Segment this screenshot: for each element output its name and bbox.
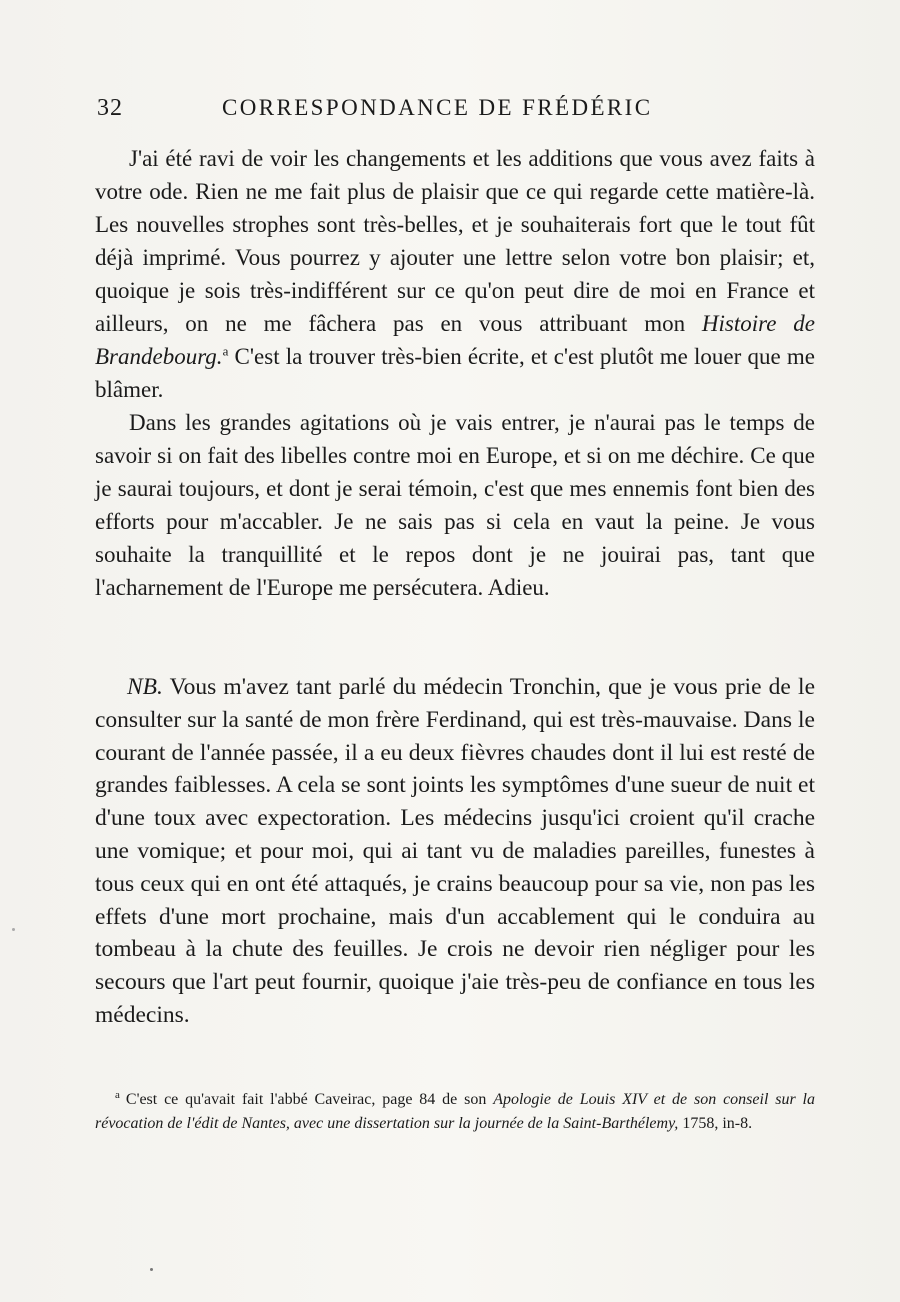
footnote-mark: a	[115, 1088, 120, 1101]
page-number: 32	[97, 95, 123, 121]
footnote-cited-work: Apologie de Louis XIV et de son conseil sur la révocation de l'édit de Nantes, avec une dissertation sur la journée de la Saint-Barthélemy,	[95, 1091, 815, 1132]
paragraph-1	[95, 142, 815, 406]
book-title-reference: Histoire de Brandebourg.	[95, 311, 815, 369]
paragraph-2-text: Dans les grandes agitations où je vais entrer, je n'aurai pas le temps de savoir si on fait des libelles contre moi en Europe, et si on me déchire. Ce que je saurai toujours, et dont je serai témoin, c'est que mes ennemis font bien des efforts pour m'accabler. Je ne sais pas si cela en vaut la peine. Je vous souhaite la tranquillité et le repos dont je ne jouirai pas, tant que l'acharnement de l'Europe me persécutera. Adieu.	[95, 410, 815, 600]
footnote	[95, 1088, 815, 1136]
page-header	[97, 95, 817, 129]
paragraph-1-text-end: C'est la trouver très-bien écrite, et c'est plutôt me louer que me blâmer.	[95, 344, 815, 402]
running-head: CORRESPONDANCE DE FRÉDÉRIC	[222, 95, 653, 120]
paragraph-nb	[95, 671, 815, 1032]
nb-label: NB.	[127, 674, 163, 700]
paragraph-nb-text: Vous m'avez tant parlé du médecin Tronchin, que je vous prie de le consulter sur la santé de mon frère Ferdinand, qui est très-mauvaise. Dans le courant de l'année passée, il a eu deux fièvres chaudes dont il lui est resté de grandes faiblesses. A cela se sont joints les symptômes d'une sueur de nuit et d'une toux avec expectoration. Les médecins jusqu'ici croient qu'il crache une vomique; et pour moi, qui ai tant vu de maladies pareilles, funestes à tous ceux qui en ont été attaqués, je crains beaucoup pour sa vie, non pas les effets d'une mort prochaine, mais d'un accablement qui le conduira au tombeau à la chute des feuilles. Je crois ne devoir rien négliger pour les secours que l'art peut fournir, quoique j'aie très-peu de confiance en tous les médecins.	[95, 674, 815, 1028]
paper-speck	[12, 928, 15, 931]
paper-speck	[150, 1268, 153, 1271]
paragraph-1-text: J'ai été ravi de voir les changements et les additions que vous avez faits à votre ode. Rien ne me fait plus de plaisir que ce qui regarde cette matière-là. Les nouvelles strophes sont très-belles, et je souhaiterais fort que le tout fût déjà imprimé. Vous pourrez y ajouter une lettre selon votre bon plaisir; et, quoique je sois très-indifférent sur ce qu'on peut dire de moi en France et ailleurs, on ne me fâchera pas en vous attribuant mon	[95, 146, 815, 336]
footnote-text: C'est ce qu'avait fait l'abbé Caveirac, page 84 de son	[125, 1091, 494, 1108]
paragraph-2	[95, 406, 815, 604]
footnote-text-end: 1758, in-8.	[678, 1115, 753, 1132]
footnote-reference[interactable]: a	[222, 343, 229, 359]
